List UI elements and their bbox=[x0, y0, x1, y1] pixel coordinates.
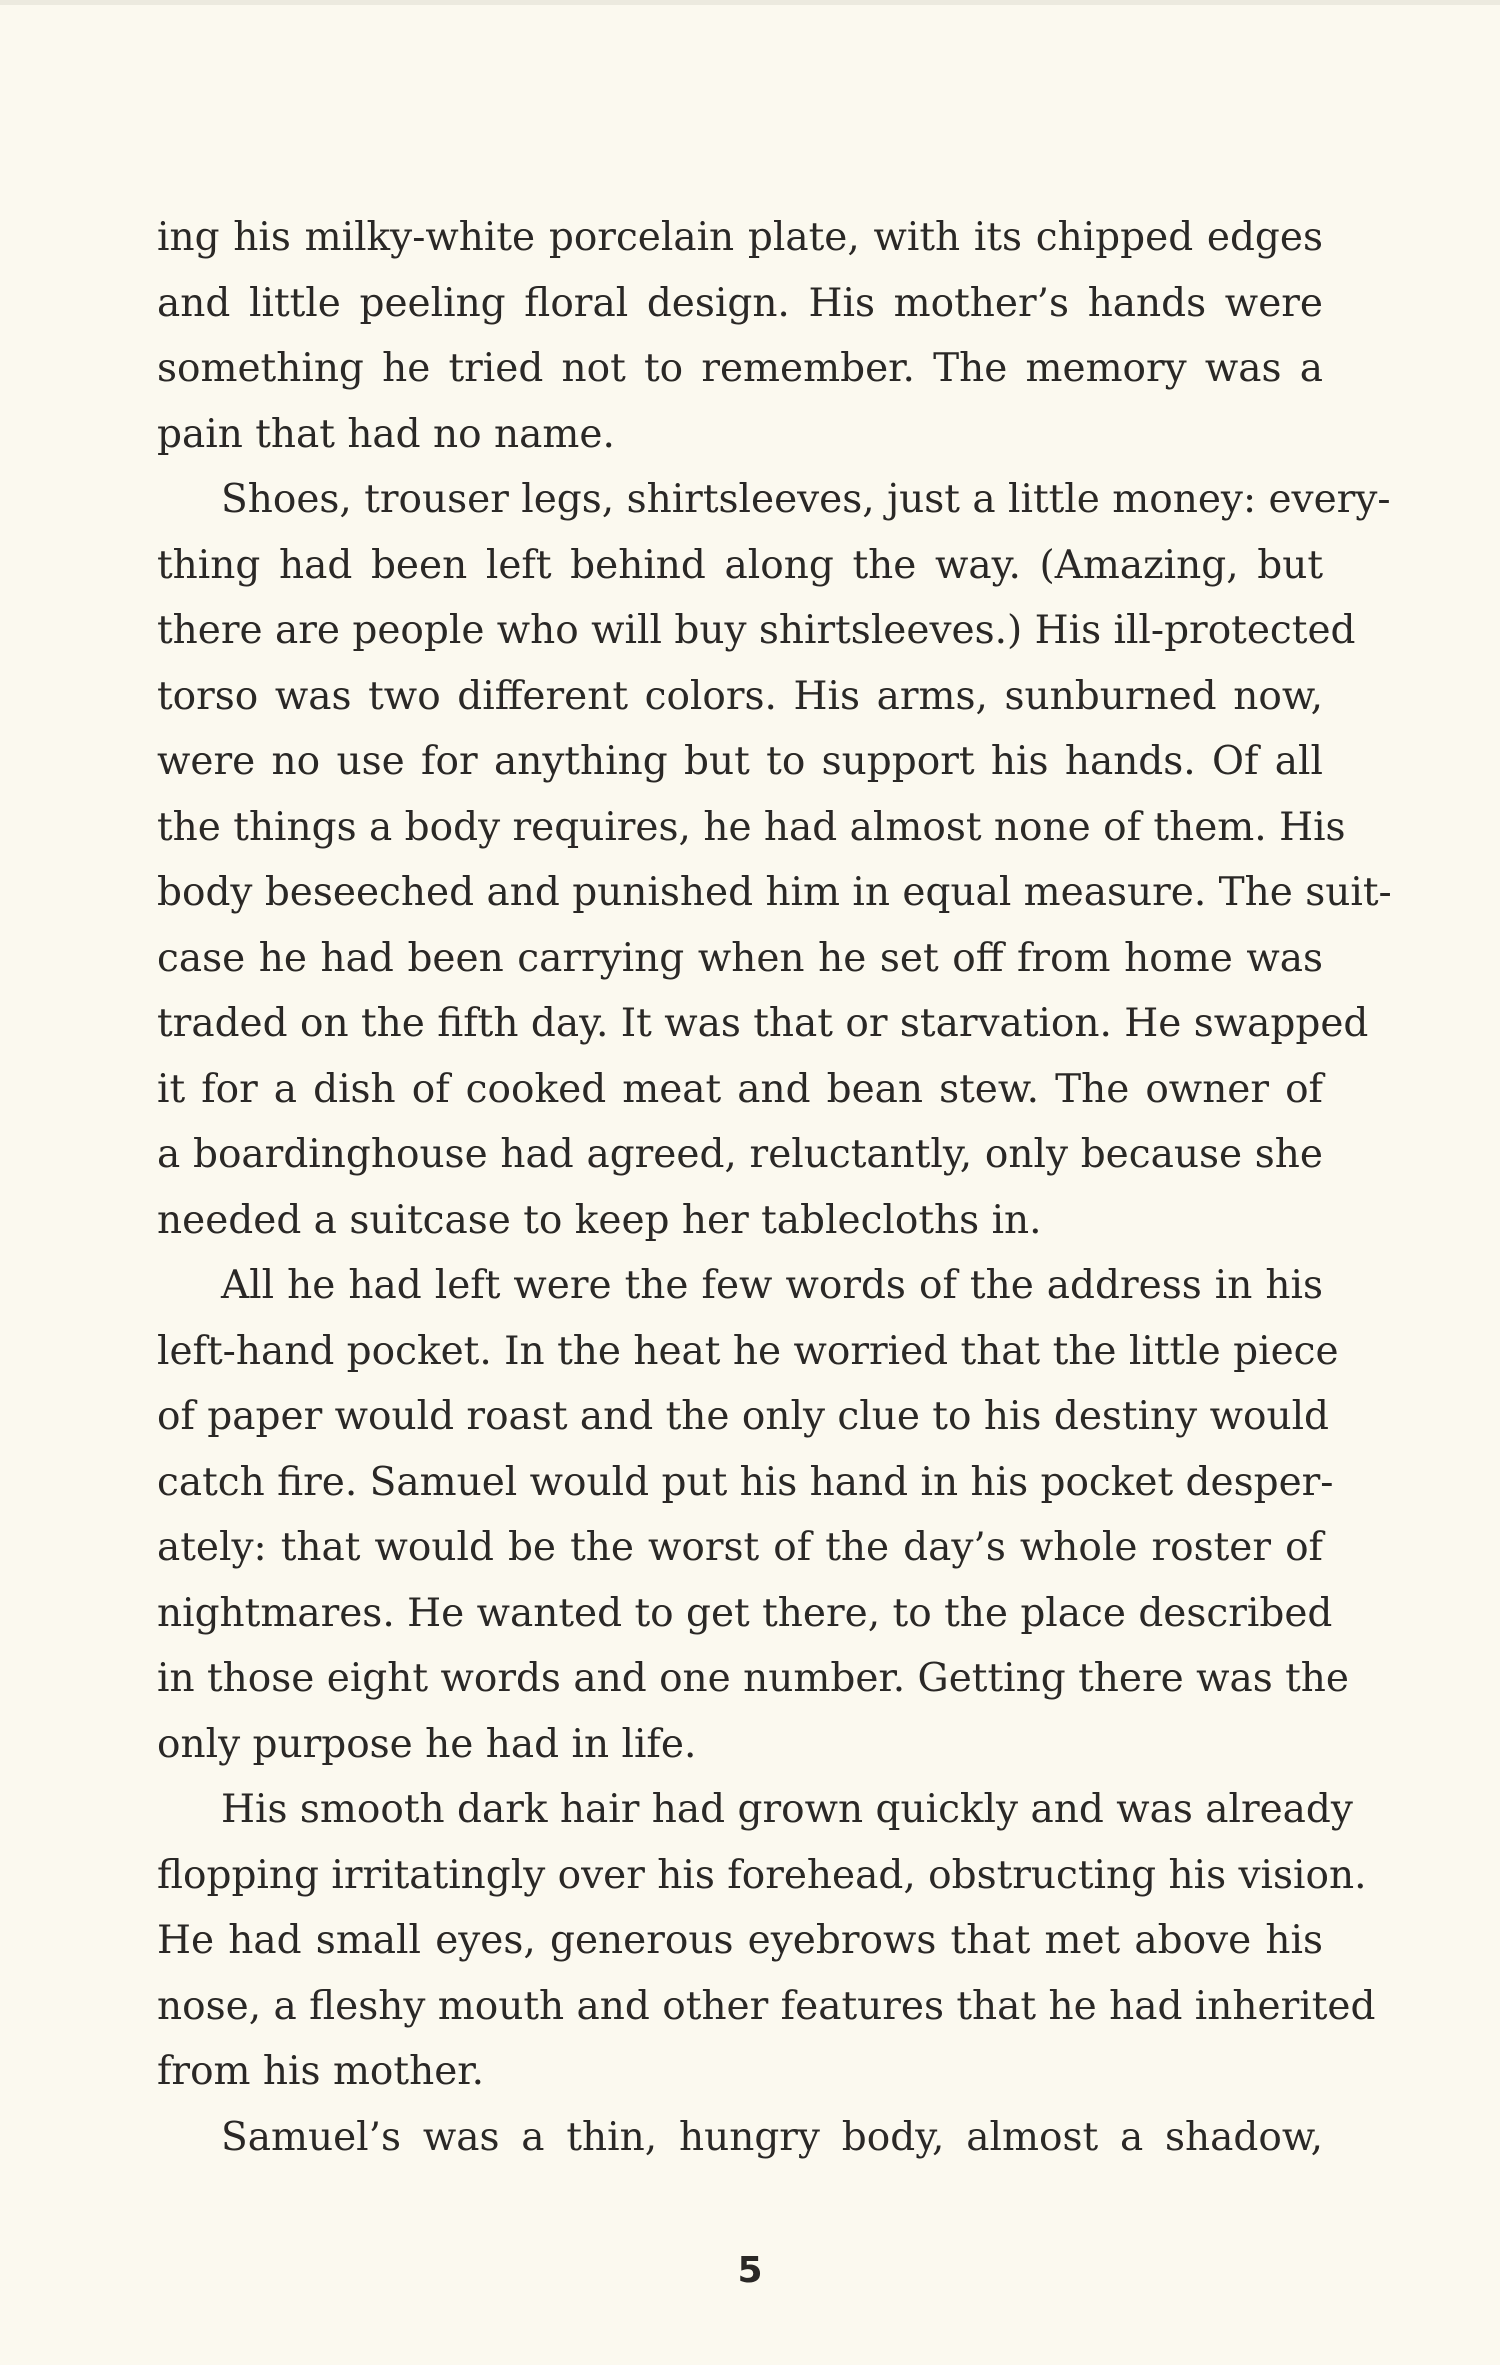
text-line: case he had been carrying when he set off from home was bbox=[157, 935, 1323, 981]
text-line: His smooth dark hair had grown quickly and was already bbox=[221, 1787, 1353, 1832]
text-line: ing his milky-white porcelain plate, with its chipped edges bbox=[157, 215, 1323, 260]
text-line: Samuel’s was a thin, hungry body, almost a shadow, bbox=[221, 2114, 1323, 2160]
text-line: catch fire. Samuel would put his hand in his pocket desper- bbox=[157, 1459, 1334, 1505]
text-line: torso was two different colors. His arms, sunburned now, bbox=[157, 673, 1323, 719]
body-text bbox=[157, 205, 1392, 2170]
text-line: All he had left were the few words of the address in his bbox=[221, 1263, 1323, 1308]
text-line: needed a suitcase to keep her tablecloths in. bbox=[157, 1197, 1042, 1243]
text-line: were no use for anything but to support his hands. Of all bbox=[157, 739, 1323, 784]
page-number: 5 bbox=[737, 2250, 763, 2291]
text-line: the things a body requires, he had almost none of them. His bbox=[157, 804, 1346, 850]
paragraph-3 bbox=[157, 1253, 1349, 1777]
text-line: pain that had no name. bbox=[157, 411, 615, 457]
text-line: from his mother. bbox=[157, 2049, 485, 2094]
text-line: He had small eyes, generous eyebrows that met above his bbox=[157, 1918, 1323, 1963]
text-line: it for a dish of cooked meat and bean stew. The owner of bbox=[157, 1066, 1323, 1112]
text-line: nose, a fleshy mouth and other features that he had inherited bbox=[157, 1983, 1376, 2029]
scan-edge bbox=[0, 0, 1500, 5]
paragraph-1 bbox=[157, 205, 1323, 467]
text-line: a boardinghouse had agreed, reluctantly, only because she bbox=[157, 1132, 1323, 1177]
text-line: there are people who will buy shirtsleeves.) His ill-protected bbox=[157, 608, 1356, 653]
text-line: ately: that would be the worst of the day’s whole roster of bbox=[157, 1525, 1323, 1570]
text-line: in those eight words and one number. Getting there was the bbox=[157, 1656, 1349, 1701]
paragraph-5 bbox=[157, 2105, 1323, 2171]
paragraph-4 bbox=[157, 1777, 1376, 2105]
text-line: left-hand pocket. In the heat he worried that the little piece bbox=[157, 1328, 1339, 1374]
text-line: nightmares. He wanted to get there, to the place described bbox=[157, 1590, 1333, 1636]
text-line: Shoes, trouser legs, shirtsleeves, just a little money: every- bbox=[221, 477, 1391, 522]
text-line: only purpose he had in life. bbox=[157, 1721, 697, 1767]
text-line: flopping irritatingly over his forehead, obstructing his vision. bbox=[157, 1852, 1367, 1898]
text-line: of paper would roast and the only clue to his destiny would bbox=[157, 1394, 1330, 1439]
text-line: thing had been left behind along the way. (Amazing, but bbox=[157, 542, 1323, 588]
paragraph-2 bbox=[157, 467, 1392, 1253]
text-line: traded on the fifth day. It was that or starvation. He swapped bbox=[157, 1001, 1369, 1046]
text-line: something he tried not to remember. The memory was a bbox=[157, 346, 1323, 391]
text-line: and little peeling floral design. His mother’s hands were bbox=[157, 280, 1323, 326]
text-line: body beseeched and punished him in equal measure. The suit- bbox=[157, 870, 1392, 915]
